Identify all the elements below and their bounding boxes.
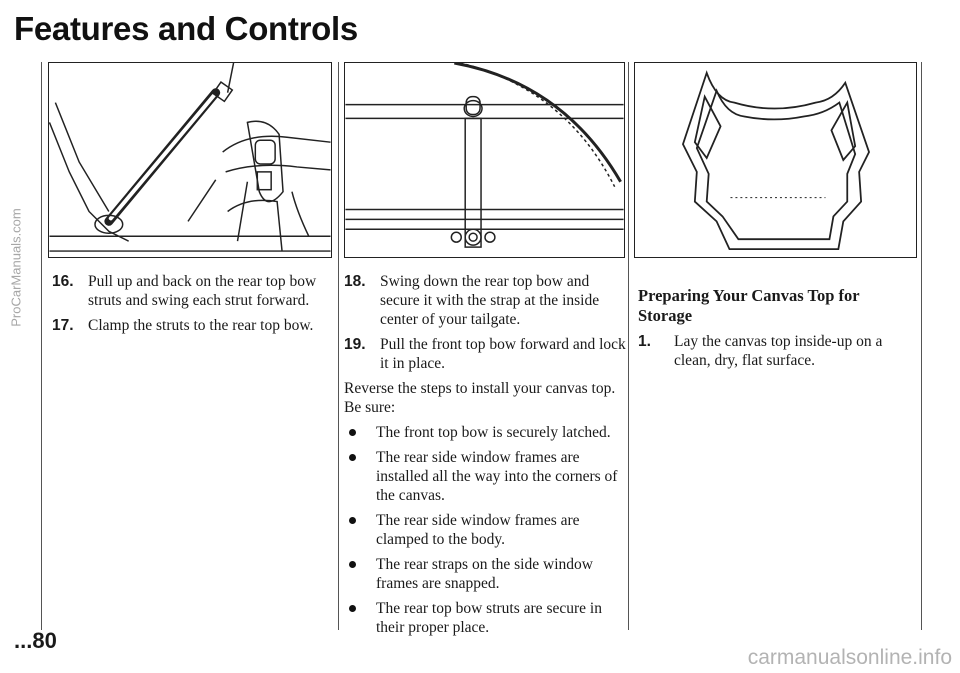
install-intro: Reverse the steps to install your canvas top. Be sure: bbox=[344, 380, 616, 416]
checklist-text: The rear top bow struts are secure in their proper place. bbox=[376, 600, 602, 636]
step-16 bbox=[52, 272, 334, 310]
column-divider-1 bbox=[338, 62, 339, 630]
checklist-text: The rear straps on the side window frames are snapped. bbox=[376, 556, 593, 592]
storage-step-1 bbox=[638, 332, 914, 370]
step-19 bbox=[344, 335, 626, 373]
column-1-text bbox=[52, 272, 334, 341]
column-3-text bbox=[638, 286, 914, 376]
checklist-text: The front top bow is securely latched. bbox=[376, 424, 611, 441]
page-number: ...80 bbox=[14, 628, 57, 653]
strap-illustration bbox=[345, 63, 624, 257]
strut-illustration bbox=[49, 63, 331, 257]
step-text: Swing down the rear top bow and secure it with the strap at the inside center of your tailgate. bbox=[380, 273, 600, 328]
checklist-item bbox=[344, 511, 626, 549]
step-number: 17. bbox=[52, 317, 74, 334]
step-number: 19. bbox=[344, 336, 366, 353]
bullet-icon bbox=[349, 517, 356, 524]
checklist-item bbox=[344, 448, 626, 505]
step-text: Pull the front top bow forward and lock it in place. bbox=[380, 336, 626, 372]
step-text: Clamp the struts to the rear top bow. bbox=[88, 317, 314, 334]
checklist-item bbox=[344, 599, 626, 637]
bottom-watermark: carmanualsonline.info bbox=[747, 646, 952, 669]
checklist-item bbox=[344, 555, 626, 593]
column-divider-2 bbox=[628, 62, 629, 630]
step-number: 1. bbox=[638, 333, 651, 350]
figure-rear-top-bow-strap bbox=[344, 62, 625, 258]
section-heading: Preparing Your Canvas Top for Storage bbox=[638, 286, 860, 325]
step-text: Lay the canvas top inside-up on a clean, dry, flat surface. bbox=[674, 333, 883, 369]
step-text: Pull up and back on the rear top bow struts and swing each strut forward. bbox=[88, 273, 317, 309]
bullet-icon bbox=[349, 561, 356, 568]
bullet-icon bbox=[349, 429, 356, 436]
step-17 bbox=[52, 316, 334, 335]
step-number: 16. bbox=[52, 273, 74, 290]
step-18 bbox=[344, 272, 626, 329]
column-divider-left bbox=[41, 62, 42, 630]
bullet-icon bbox=[349, 454, 356, 461]
side-watermark: ProCarManuals.com bbox=[8, 208, 24, 327]
checklist-item bbox=[344, 423, 626, 442]
bullet-icon bbox=[349, 605, 356, 612]
step-number: 18. bbox=[344, 273, 366, 290]
checklist-text: The rear side window frames are clamped to the body. bbox=[376, 512, 580, 548]
page-title: Features and Controls bbox=[14, 10, 358, 47]
figure-rear-top-bow-struts bbox=[48, 62, 332, 258]
column-divider-right bbox=[921, 62, 922, 630]
column-2-text bbox=[344, 272, 626, 643]
canvas-top-illustration bbox=[635, 63, 916, 257]
checklist-text: The rear side window frames are installed all the way into the corners of the canvas. bbox=[376, 449, 618, 504]
figure-canvas-top-storage bbox=[634, 62, 917, 258]
